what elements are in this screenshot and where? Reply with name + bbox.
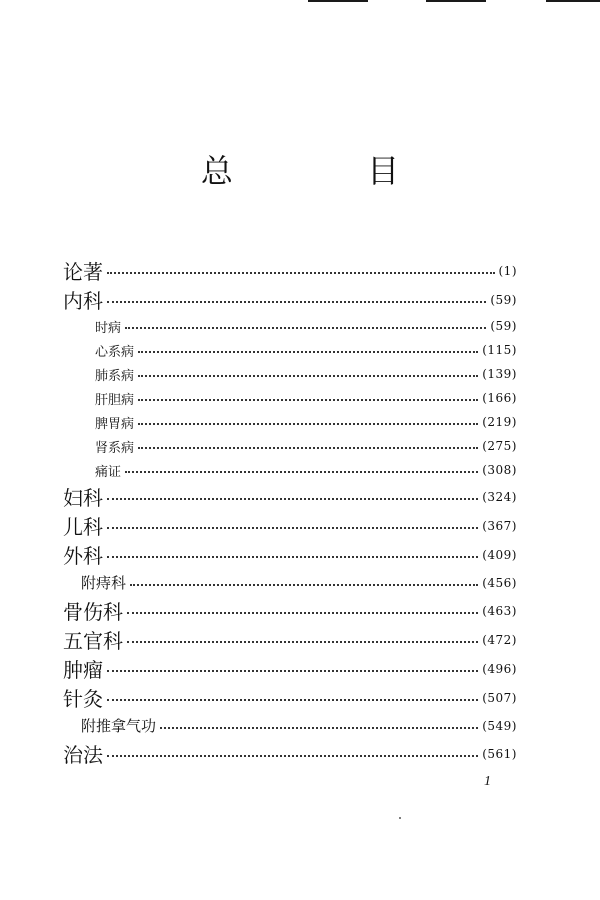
toc-leader-dots <box>138 447 478 449</box>
page-title: 总 目 <box>200 152 462 190</box>
toc-entry-label: 肿瘤 <box>63 658 103 682</box>
toc-entry-page: (115) <box>482 343 517 357</box>
toc-leader-dots <box>125 471 478 473</box>
toc-entry-label: 痛证 <box>95 464 122 480</box>
toc-leader-dots <box>130 584 478 586</box>
toc-entry[interactable] <box>63 569 517 596</box>
toc-entry-label: 肾系病 <box>95 440 135 456</box>
toc-leader-dots <box>107 556 478 558</box>
toc-entry[interactable] <box>63 625 517 654</box>
toc-entry-label: 心系病 <box>95 344 135 360</box>
toc-entry-page: (561) <box>482 746 517 761</box>
toc-leader-dots <box>127 612 478 614</box>
toc-entry-page: (275) <box>482 439 517 453</box>
toc-entry-page: (308) <box>482 463 517 477</box>
toc-entry[interactable] <box>63 482 517 511</box>
toc-entry-page: (456) <box>482 575 517 590</box>
toc-entry-label: 脾胃病 <box>95 416 135 432</box>
toc-entry-page: (219) <box>482 415 517 429</box>
toc-entry-page: (496) <box>482 661 517 676</box>
toc-entry-label: 五官科 <box>63 629 123 653</box>
table-of-contents <box>63 256 517 768</box>
toc-entry-page: (463) <box>482 603 517 618</box>
toc-entry[interactable] <box>63 362 517 386</box>
toc-leader-dots <box>107 670 478 672</box>
toc-entry-label: 骨伤科 <box>63 600 123 624</box>
toc-leader-dots <box>138 351 478 353</box>
toc-entry[interactable] <box>63 386 517 410</box>
toc-entry[interactable] <box>63 410 517 434</box>
toc-entry-page: (507) <box>482 690 517 705</box>
toc-entry-page: (409) <box>482 547 517 562</box>
toc-entry-page: (472) <box>482 632 517 647</box>
toc-leader-dots <box>107 755 478 757</box>
toc-entry[interactable] <box>63 434 517 458</box>
toc-entry-page: (59) <box>490 292 517 307</box>
toc-entry-label: 论著 <box>63 260 103 284</box>
toc-leader-dots <box>138 399 478 401</box>
toc-entry[interactable] <box>63 338 517 362</box>
toc-entry[interactable] <box>63 540 517 569</box>
toc-leader-dots <box>107 527 478 529</box>
toc-entry-label: 外科 <box>63 544 103 568</box>
toc-entry[interactable] <box>63 596 517 625</box>
toc-leader-dots <box>127 641 478 643</box>
toc-leader-dots <box>160 727 478 729</box>
toc-entry-label: 治法 <box>63 743 103 767</box>
toc-entry-label: 肝胆病 <box>95 392 135 408</box>
top-rule-middle <box>426 0 486 2</box>
toc-entry-page: (166) <box>482 391 517 405</box>
toc-entry[interactable] <box>63 314 517 338</box>
toc-leader-dots <box>107 272 495 274</box>
page-number: 1 <box>484 774 491 789</box>
toc-entry-label: 肺系病 <box>95 368 135 384</box>
toc-entry-page: (367) <box>482 518 517 533</box>
toc-entry-label: 妇科 <box>63 486 103 510</box>
toc-entry-label: 时病 <box>95 320 122 336</box>
toc-entry[interactable] <box>63 256 517 285</box>
toc-entry-page: (1) <box>498 263 517 278</box>
toc-entry[interactable] <box>63 285 517 314</box>
toc-leader-dots <box>138 423 478 425</box>
toc-entry-label: 内科 <box>63 289 103 313</box>
toc-entry-label: 附痔科 <box>81 574 127 592</box>
scan-speck <box>399 817 401 819</box>
toc-entry[interactable] <box>63 712 517 739</box>
toc-entry-label: 儿科 <box>63 515 103 539</box>
toc-entry-page: (59) <box>490 319 517 333</box>
toc-leader-dots <box>138 375 478 377</box>
toc-entry[interactable] <box>63 739 517 768</box>
toc-leader-dots <box>125 327 486 329</box>
top-rule-right <box>546 0 600 2</box>
toc-entry-page: (139) <box>482 367 517 381</box>
toc-entry-page: (324) <box>482 489 517 504</box>
toc-leader-dots <box>107 498 478 500</box>
top-rule-left <box>308 0 368 2</box>
toc-entry[interactable] <box>63 683 517 712</box>
toc-leader-dots <box>107 699 478 701</box>
toc-entry-label: 附推拿气功 <box>81 717 157 735</box>
toc-leader-dots <box>107 301 486 303</box>
toc-entry[interactable] <box>63 654 517 683</box>
toc-entry[interactable] <box>63 458 517 482</box>
toc-entry[interactable] <box>63 511 517 540</box>
toc-entry-label: 针灸 <box>63 687 103 711</box>
toc-entry-page: (549) <box>482 718 517 733</box>
